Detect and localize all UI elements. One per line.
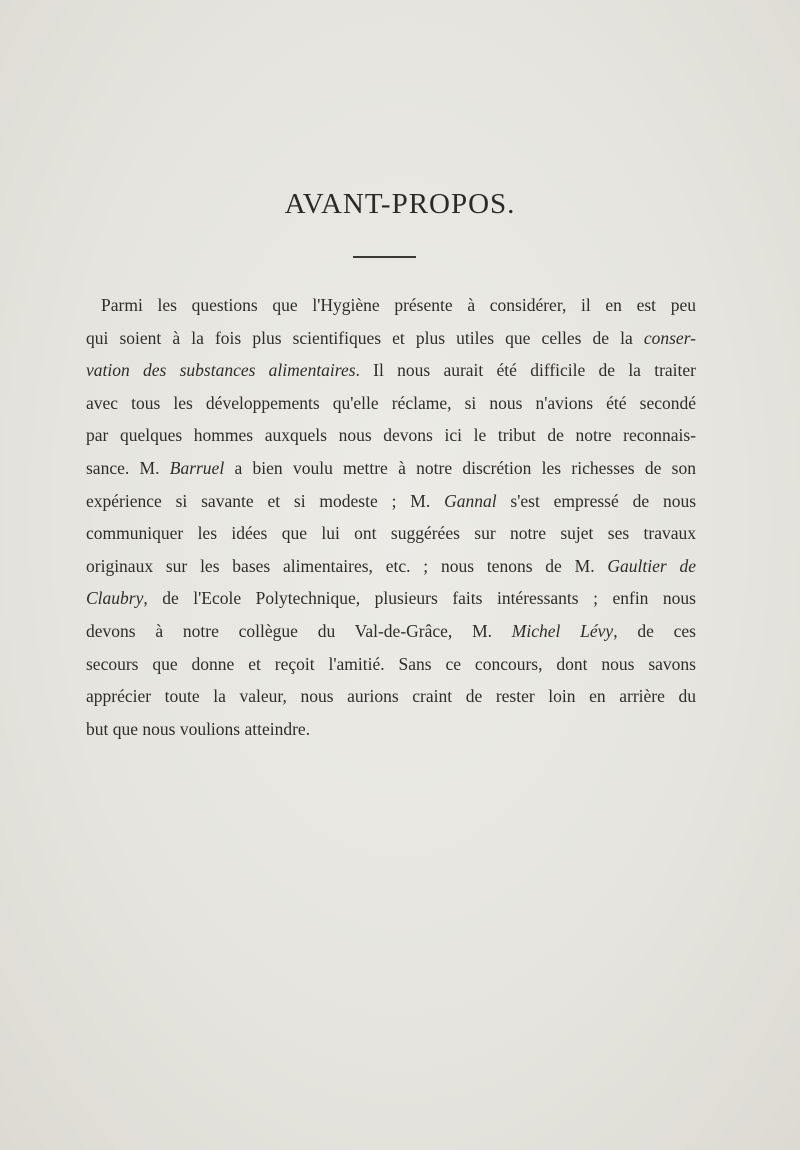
- text-segment: . Il nous aurait été difficile de la traiter: [355, 360, 696, 381]
- text-segment: devons à notre collègue du Val-de-Grâce, M.: [86, 620, 512, 641]
- text-line: [86, 452, 696, 485]
- text-line: [86, 289, 696, 322]
- text-segment: a bien voulu mettre à notre discrétion les richesses de son: [224, 457, 696, 478]
- italic-segment: vation des substances alimentaires: [86, 360, 356, 381]
- text-segment: originaux sur les bases alimentaires, etc. ; nous tenons de M.: [86, 555, 608, 576]
- italic-segment: Barruel: [169, 457, 225, 478]
- text-line: [86, 485, 696, 518]
- text-segment: secours que donne et reçoit l'amitié. Sans ce concours, dont nous savons: [86, 653, 696, 674]
- text-line: [86, 322, 696, 355]
- text-line: [86, 615, 696, 648]
- italic-segment: conser-: [643, 327, 696, 348]
- text-segment: qui soient à la fois plus scientifiques et plus utiles que celles de la: [86, 327, 644, 348]
- text-line: [86, 713, 696, 746]
- text-line: [86, 387, 696, 420]
- text-segment: avec tous les développements qu'elle réclame, si nous n'avions été secondé: [86, 392, 696, 413]
- page-title: AVANT-PROPOS.: [284, 188, 516, 220]
- text-segment: expérience si savante et si modeste ; M.: [86, 490, 445, 511]
- text-line: [86, 517, 696, 550]
- body-paragraph: [86, 289, 696, 745]
- text-line: [86, 419, 696, 452]
- text-line: [86, 680, 696, 713]
- italic-segment: Gaultier de: [607, 555, 696, 576]
- text-line: [86, 582, 696, 615]
- text-segment: s'est empressé de nous: [496, 490, 697, 511]
- text-line: [86, 354, 696, 387]
- text-line: [86, 550, 696, 583]
- title-divider: [353, 256, 416, 258]
- text-segment: sance. M.: [86, 457, 170, 478]
- text-segment: , de ces: [613, 620, 696, 641]
- text-line: [86, 648, 696, 681]
- text-segment: , de l'Ecole Polytechnique, plusieurs faits intéressants ; enfin nous: [143, 588, 696, 609]
- text-segment: communiquer les idées que lui ont suggérées sur notre sujet ses travaux: [86, 523, 696, 544]
- italic-segment: Michel Lévy: [511, 620, 614, 641]
- italic-segment: Claubry: [86, 588, 144, 609]
- text-segment: but que nous voulions atteindre.: [86, 718, 311, 739]
- text-segment: Parmi les questions que l'Hygiène présente à considérer, il en est peu: [101, 295, 696, 315]
- text-segment: apprécier toute la valeur, nous aurions craint de rester loin en arrière du: [86, 686, 696, 707]
- text-segment: par quelques hommes auxquels nous devons ici le tribut de notre reconnais-: [86, 425, 696, 446]
- italic-segment: Gannal: [444, 490, 497, 511]
